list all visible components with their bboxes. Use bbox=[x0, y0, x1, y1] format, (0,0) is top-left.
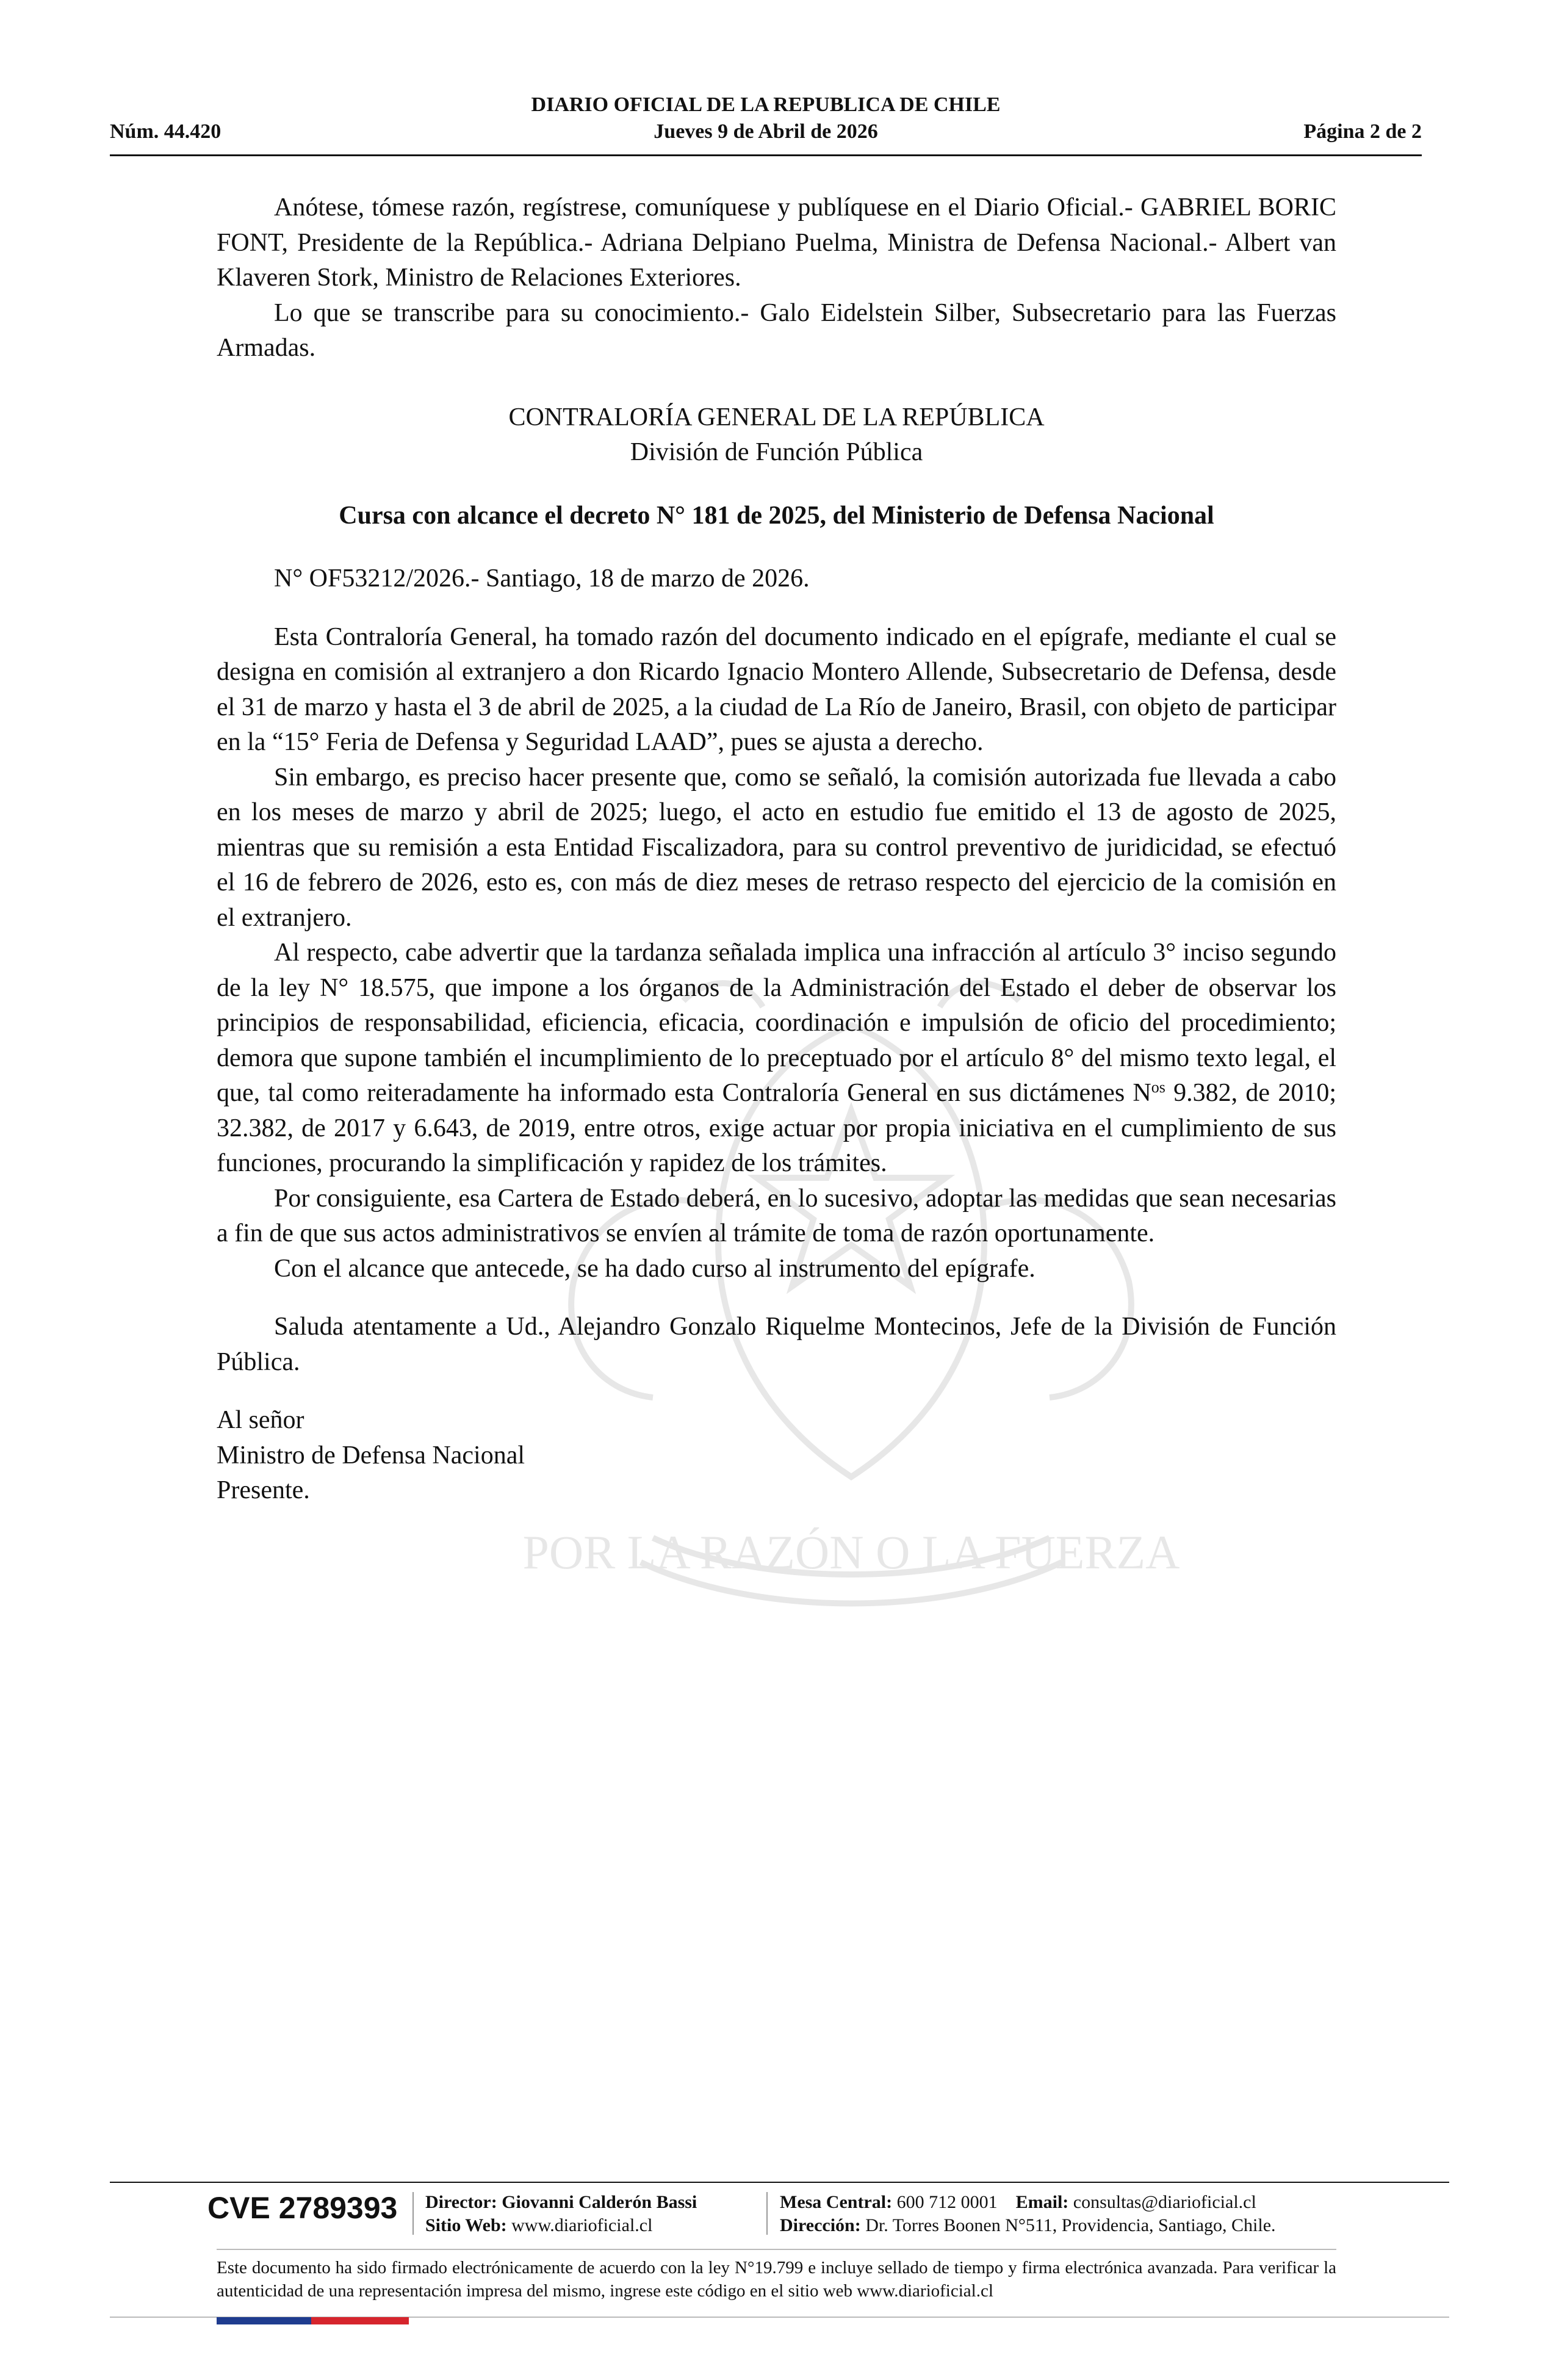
flag-stripe-red bbox=[311, 2317, 409, 2324]
addressee-line-2: Ministro de Defensa Nacional bbox=[217, 1441, 525, 1469]
contraloria-org: CONTRALORÍA GENERAL DE LA REPÚBLICA bbox=[508, 403, 1045, 431]
footer-middle-rule bbox=[217, 2249, 1336, 2250]
header-divider bbox=[110, 154, 1422, 156]
body-paragraph-1: Esta Contraloría General, ha tomado razón del documento indicado en el epígrafe, mediante el cual se designa en comisión al extranjero a don Ricardo Ignacio Montero Allende, Subsecretario de Defensa, desde el 31 de marzo y hasta el 3 de abril de 2025, a la ciudad de La Río de Janeiro, Brasil, con objeto de participar en la “15° Feria de Defensa y Seguridad LAAD”, pues se ajusta a derecho. bbox=[217, 622, 1336, 756]
flag-stripe-blue bbox=[217, 2317, 311, 2324]
body-paragraph-4: Por consiguiente, esa Cartera de Estado deberá, en lo sucesivo, adoptar las medidas que sean necesarias a fin de que sus actos administrativos se envíen al trámite de toma de razón oportunamente. bbox=[217, 1184, 1336, 1247]
cve-code: CVE 2789393 bbox=[207, 2191, 398, 2225]
issue-date: Jueves 9 de Abril de 2026 bbox=[654, 120, 878, 143]
issue-number: Núm. 44.420 bbox=[110, 120, 222, 143]
salutation: Saluda atentamente a Ud., Alejandro Gonzalo Riquelme Montecinos, Jefe de la División de Función Pública. bbox=[217, 1313, 1336, 1376]
footer-legal-notice: Este documento ha sido firmado electrónicamente de acuerdo con la ley N°19.799 e incluye sellado de tiempo y firma electrónica avanzada. Para verificar la autenticidad de una representación impresa del mismo, ingrese este código en el sitio web www.diarioficial.cl bbox=[217, 2258, 1336, 2301]
footer-top-rule bbox=[110, 2182, 1449, 2183]
decree-closing-paragraph: Anótese, tómese razón, regístrese, comuníquese y publíquese en el Diario Oficial.- GABRIEL BORIC FONT, Presidente de la República.- Adriana Delpiano Puelma, Ministra de Defensa Nacional.- Albert van Klaveren Stork, Ministro de Relaciones Exteriores. bbox=[217, 193, 1336, 292]
footer-contact-block: Mesa Central: 600 712 0001 Email: consultas@diarioficial.cl Dirección: Dr. Torres Boonen N°511, Providencia, Santiago, Chile. bbox=[780, 2192, 1276, 2235]
contraloria-division: División de Función Pública bbox=[630, 438, 923, 466]
footer-separator-2 bbox=[766, 2192, 768, 2235]
body-paragraph-2: Sin embargo, es preciso hacer presente que, como se señaló, la comisión autorizada fue llevada a cabo en los meses de marzo y abril de 2025; luego, el acto en estudio fue emitido el 13 de agosto de 2025, mientras que su remisión a esta Entidad Fiscalizadora, para su control preventivo de juridicidad, se efectuó el 16 de febrero de 2026, esto es, con más de diez meses de retraso respecto del ejercicio de la comisión en el extranjero. bbox=[217, 763, 1336, 932]
page-indicator: Página 2 de 2 bbox=[1303, 120, 1422, 143]
body-paragraph-5: Con el alcance que antecede, se ha dado curso al instrumento del epígrafe. bbox=[274, 1254, 1036, 1283]
addressee-line-1: Al señor bbox=[217, 1406, 304, 1434]
addressee-line-3: Presente. bbox=[217, 1476, 310, 1504]
watermark-motto: POR LA RAZÓN O LA FUERZA bbox=[522, 1526, 1180, 1579]
footer-director-block: Director: Giovanni Calderón Bassi Sitio Web: www.diarioficial.cl bbox=[425, 2192, 697, 2235]
body-paragraph-3: Al respecto, cabe advertir que la tardanza señalada implica una infracción al artículo 3° inciso segundo de la ley N° 18.575, que impone a los órganos de la Administración del Estado el deber de observar los principios de responsabilidad, eficiencia, eficacia, coordinación e impulsión de oficio del procedimiento; demora que supone también el incumplimiento de lo preceptuado por el artículo 8° del mismo texto legal, el que, tal como reiteradamente ha informado esta Contraloría General en sus dictámenes $N^{os}$ 9.382, de 2010; 32.382, de 2017 y 6.643, de 2019, entre otros, exige actuar por propia iniciativa en el cumplimiento de sus funciones, procurando la simplificación y rapidez de los trámites. bbox=[217, 939, 1336, 1177]
reference-line: N° OF53212/2026.- Santiago, 18 de marzo de 2026. bbox=[274, 564, 810, 593]
newspaper-title: DIARIO OFICIAL DE LA REPUBLICA DE CHILE bbox=[531, 93, 1001, 116]
decree-transcription-paragraph: Lo que se transcribe para su conocimiento.- Galo Eidelstein Silber, Subsecretario para las Fuerzas Armadas. bbox=[217, 298, 1336, 362]
footer-email: consultas@diarioficial.cl bbox=[1073, 2192, 1256, 2212]
page-header bbox=[110, 92, 1422, 145]
footer-separator-1 bbox=[412, 2192, 414, 2235]
footer-website: www.diarioficial.cl bbox=[511, 2215, 653, 2235]
document-body bbox=[217, 190, 1336, 1509]
document-heading: Cursa con alcance el decreto N° 181 de 2025, del Ministerio de Defensa Nacional bbox=[339, 501, 1214, 530]
